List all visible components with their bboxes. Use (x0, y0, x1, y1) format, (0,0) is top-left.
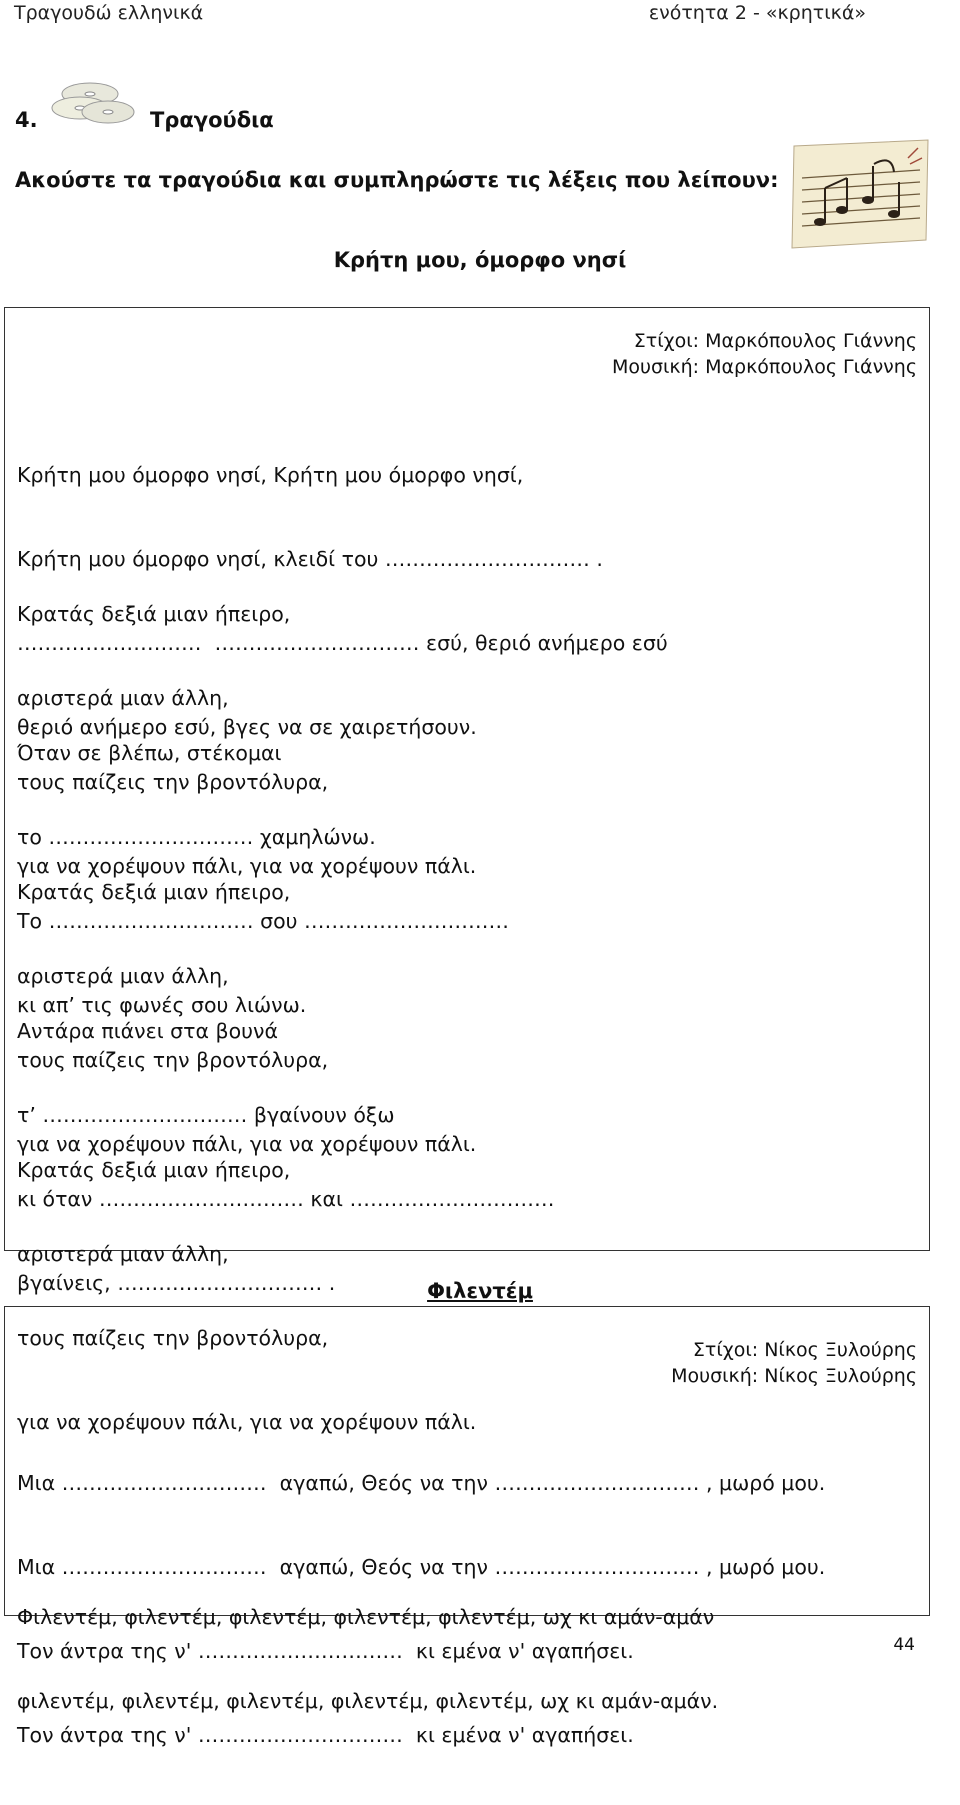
lyric-line: ……………………… ………………………… εσύ, θεριό ανήμερο εσύ (17, 631, 668, 655)
instruction-text: Ακούστε τα τραγούδια και συμπληρώστε τις λέξεις που λείπουν: (15, 168, 779, 192)
lyric-line: τους παίζεις την βροντόλυρα, (17, 1048, 329, 1072)
section-number: 4. (15, 108, 38, 132)
lyric-line: φιλεντέμ, φιλεντέμ, φιλεντέμ, φιλεντέμ, φιλεντέμ, ωχ κι αμάν-αμάν. (17, 1689, 719, 1713)
lyric-line: Όταν σε βλέπω, στέκομαι (17, 741, 282, 765)
section-title: Τραγούδια (150, 108, 274, 132)
lyric-line: θεριό ανήμερο εσύ, βγες να σε χαιρετήσουν. (17, 715, 477, 739)
lyric-line: Τον άντρα της ν' ………………………… κι εμένα ν' αγαπήσει. (17, 1639, 634, 1663)
header-left: Τραγουδώ ελληνικά (14, 2, 204, 24)
header-right: ενότητα 2 - «κρητικά» (648, 2, 866, 24)
lyric-line: για να χορέψουν πάλι, για να χορέψουν πάλι. (17, 1410, 477, 1434)
song2-composer: Μουσική: Νίκος Ξυλούρης (671, 1365, 917, 1387)
lyric-line: Μια ………………………… αγαπώ, Θεός να την ………………………… , μωρό μου. (17, 1555, 826, 1579)
lyric-line: βγαίνεις, ………………………… . (17, 1271, 336, 1295)
lyric-line: Κρήτη μου όμορφο νησί, κλειδί του ………………………… . (17, 547, 603, 571)
lyric-line: Τον άντρα της ν' ………………………… κι εμένα ν' αγαπήσει. (17, 1723, 634, 1747)
lyric-line: το ………………………… χαμηλώνω. (17, 825, 376, 849)
song2-credits (671, 1337, 917, 1389)
lyric-line: αριστερά μιαν άλλη, (17, 964, 229, 988)
lyric-line: τ’ ………………………… βγαίνουν όξω (17, 1103, 395, 1127)
lyric-line: αριστερά μιαν άλλη, (17, 1242, 229, 1266)
song1-composer: Μουσική: Μαρκόπουλος Γιάννης (611, 356, 917, 378)
lyric-line: αριστερά μιαν άλλη, (17, 686, 229, 710)
page-number: 44 (893, 1635, 915, 1655)
lyric-line: κι απ’ τις φωνές σου λιώνω. (17, 993, 307, 1017)
song1-title: Κρήτη μου, όμορφο νησί (333, 248, 627, 272)
lyric-line: Κρατάς δεξιά μιαν ήπειρο, (17, 880, 291, 904)
lyric-line: Το ………………………… σου ………………………… (17, 909, 510, 933)
song2-lyricist: Στίχοι: Νίκος Ξυλούρης (692, 1339, 917, 1361)
lyric-line: κι όταν ………………………… και ………………………… (17, 1187, 555, 1211)
song2-title: Φιλεντέμ (427, 1279, 533, 1303)
section-heading (15, 108, 274, 132)
lyric-line: Κρατάς δεξιά μιαν ήπειρο, (17, 602, 291, 626)
lyric-line: Κρήτη μου όμορφο νησί, Κρήτη μου όμορφο νησί, (17, 463, 524, 487)
cd-discs-icon (50, 78, 140, 128)
lyric-line: τους παίζεις την βροντόλυρα, (17, 770, 329, 794)
song1-credits (612, 328, 917, 380)
song1-lyricist: Στίχοι: Μαρκόπουλος Γιάννης (633, 330, 917, 352)
lyric-line: Φιλεντέμ, φιλεντέμ, φιλεντέμ, φιλεντέμ, φιλεντέμ, ωχ κι αμάν-αμάν (17, 1605, 715, 1629)
music-notes-icon (790, 138, 930, 250)
lyric-line: Αντάρα πιάνει στα βουνά (17, 1019, 278, 1043)
song2-refrain (17, 1547, 718, 1771)
lyric-line: για να χορέψουν πάλι, για να χορέψουν πάλι. (17, 854, 477, 878)
lyric-line: τους παίζεις την βροντόλυρα, (17, 1326, 329, 1350)
lyric-line: Μια ………………………… αγαπώ, Θεός να την ………………………… , μωρό μου. (17, 1471, 826, 1495)
lyric-line: για να χορέψουν πάλι, για να χορέψουν πάλι. (17, 1132, 477, 1156)
lyric-line: Κρατάς δεξιά μιαν ήπειρο, (17, 1158, 291, 1182)
